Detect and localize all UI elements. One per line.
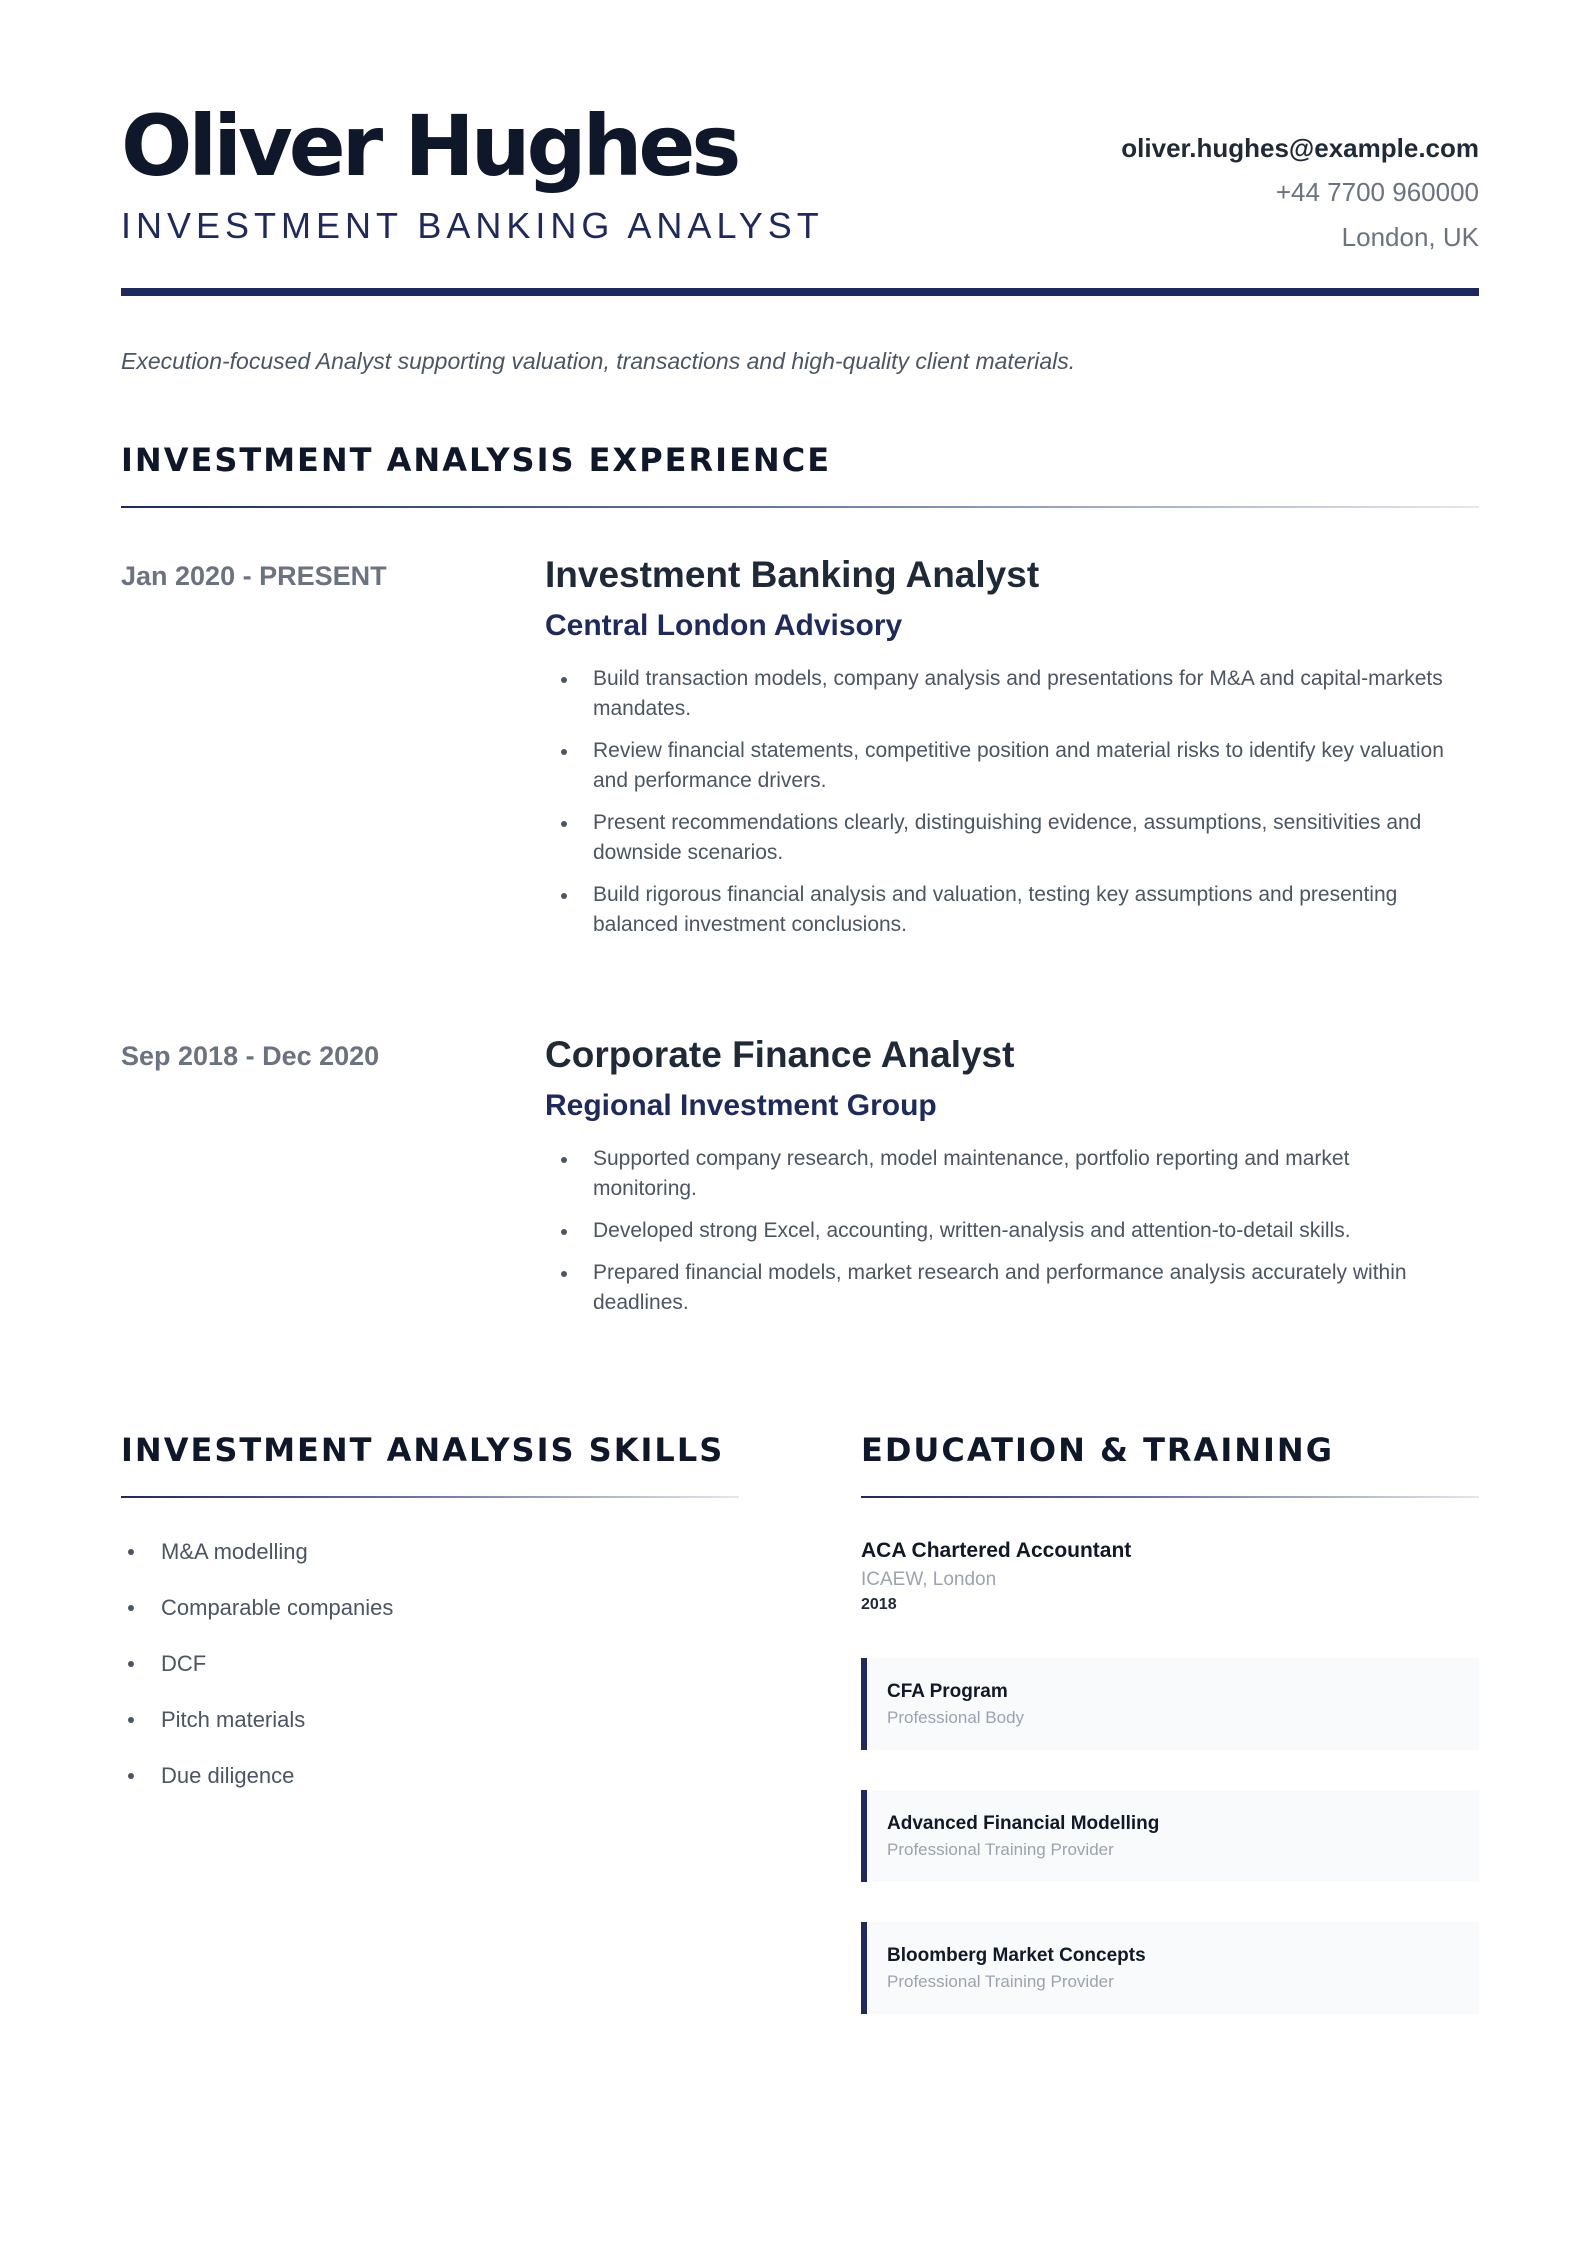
profile-summary: Execution-focused Analyst supporting valuation, transactions and high-quality client materials.: [121, 348, 1076, 374]
contact-phone[interactable]: +44 7700 960000: [1275, 177, 1479, 207]
education-entry: [861, 1536, 1479, 1616]
skills-heading: INVESTMENT ANALYSIS SKILLS: [121, 1431, 725, 1469]
job-bullet: Supported company research, model maintenance, portfolio reporting and market monitoring.: [545, 1144, 1455, 1204]
header-divider: [121, 288, 1479, 296]
job-bullet: Review financial statements, competitive position and material risks to identify key valuation and performance drivers.: [545, 736, 1455, 796]
candidate-name: Oliver Hughes: [121, 97, 738, 195]
certification-name: Advanced Financial Modelling: [887, 1813, 1160, 1834]
job-bullets: [545, 1144, 1455, 1330]
job-bullet: Prepared financial models, market research and performance analysis accurately within deadlines.: [545, 1258, 1455, 1318]
candidate-title: INVESTMENT BANKING ANALYST: [121, 205, 824, 246]
contact-location: London, UK: [1341, 222, 1479, 252]
skill-item: Comparable companies: [121, 1592, 741, 1624]
education-divider: [861, 1496, 1479, 1498]
job-bullet: Build rigorous financial analysis and valuation, testing key assumptions and presenting balanced investment conclusions.: [545, 880, 1455, 940]
certification-card: [861, 1922, 1479, 2014]
skills-divider: [121, 1496, 739, 1498]
skill-item: Due diligence: [121, 1760, 741, 1792]
certification-provider: Professional Body: [887, 1708, 1025, 1727]
certification-name: Bloomberg Market Concepts: [887, 1945, 1146, 1966]
skill-item: Pitch materials: [121, 1704, 741, 1736]
job-bullet: Developed strong Excel, accounting, written-analysis and attention-to-detail skills.: [545, 1216, 1455, 1246]
certification-card: [861, 1658, 1479, 1750]
certification-card: [861, 1790, 1479, 1882]
job-bullets: [545, 664, 1455, 952]
job-role: Corporate Finance Analyst: [545, 1034, 1015, 1075]
education-heading: EDUCATION & TRAINING: [861, 1431, 1334, 1469]
experience-heading: INVESTMENT ANALYSIS EXPERIENCE: [121, 441, 832, 479]
job-company: Central London Advisory: [545, 609, 903, 642]
job-bullet: Present recommendations clearly, distinguishing evidence, assumptions, sensitivities and downside scenarios.: [545, 808, 1455, 868]
job-dates: Sep 2018 - Dec 2020: [121, 1041, 380, 1071]
skills-list: [121, 1536, 741, 1816]
degree-year: 2018: [861, 1596, 897, 1613]
job-dates: Jan 2020 - PRESENT: [121, 561, 387, 591]
experience-divider: [121, 506, 1479, 508]
contact-email[interactable]: oliver.hughes@example.com: [1121, 133, 1479, 163]
job-role: Investment Banking Analyst: [545, 554, 1040, 595]
job-bullet: Build transaction models, company analysis and presentations for M&A and capital-markets mandates.: [545, 664, 1455, 724]
degree-name: ACA Chartered Accountant: [861, 1539, 1132, 1562]
resume-header: [121, 96, 1479, 256]
certification-provider: Professional Training Provider: [887, 1840, 1114, 1859]
skill-item: M&A modelling: [121, 1536, 741, 1568]
job-company: Regional Investment Group: [545, 1089, 937, 1122]
contact-block: [1121, 126, 1479, 260]
skill-item: DCF: [121, 1648, 741, 1680]
certification-name: CFA Program: [887, 1681, 1008, 1702]
certification-provider: Professional Training Provider: [887, 1972, 1114, 1991]
degree-institution: ICAEW, London: [861, 1569, 997, 1590]
